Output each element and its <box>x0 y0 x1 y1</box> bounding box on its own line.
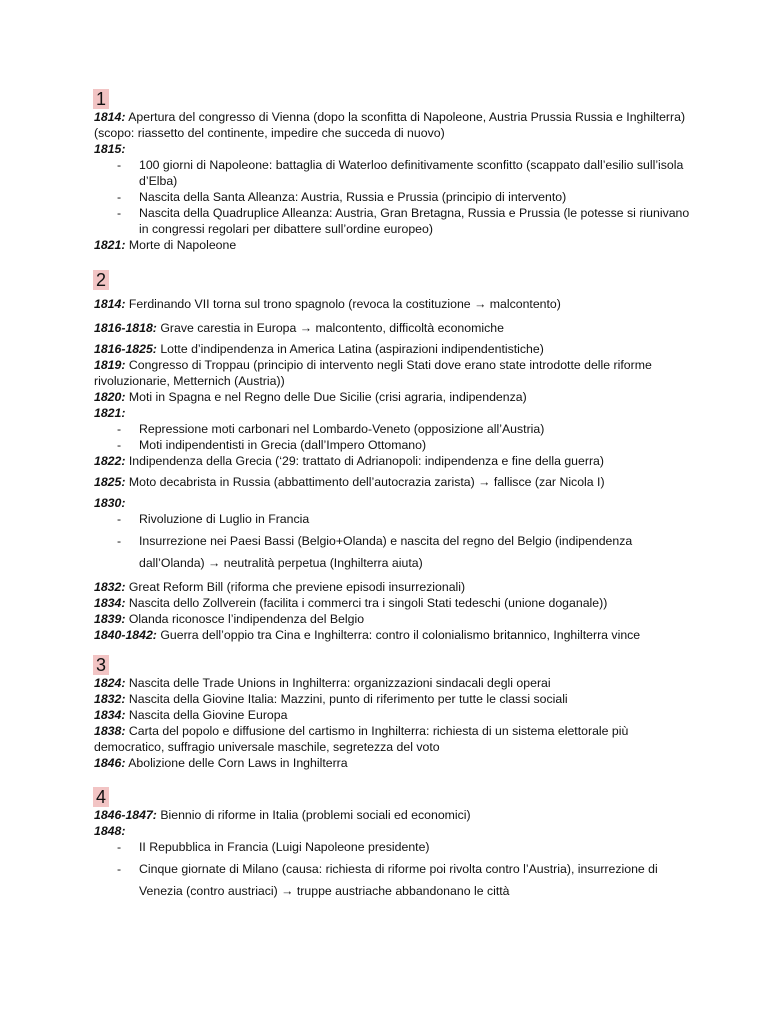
entry-text: Biennio di riforme in Italia (problemi sociali ed economici) <box>156 808 471 822</box>
timeline-entry <box>94 389 694 405</box>
entry-text: Apertura del congresso di Vienna (dopo la sconfitta di Napoleone, Austria Prussia Russia e Inghilterra) (scopo: riassetto del continente, impedire che succeda di nuovo) <box>94 110 686 140</box>
entry-text: Moto decabrista in Russia (abbattimento dell’autocrazia zarista) → fallisce (zar Nicola I) <box>125 475 605 489</box>
section-number: 4 <box>93 787 109 807</box>
year-label: 1838: <box>94 724 126 738</box>
timeline-entry <box>94 823 694 839</box>
list-item-text: Rivoluzione di Luglio in Francia <box>139 512 310 526</box>
year-label: 1815: <box>94 142 126 156</box>
list-item <box>94 839 694 855</box>
dash-bullet: - <box>117 438 122 452</box>
year-label: 1820: <box>94 390 126 404</box>
entry-text: Nascita della Giovine Europa <box>125 708 288 722</box>
bullet-list <box>94 511 694 574</box>
year-label: 1832: <box>94 580 126 594</box>
entry-text: Nascita delle Trade Unions in Inghilterra: organizzazioni sindacali degli operai <box>125 676 551 690</box>
list-item <box>94 858 694 902</box>
dash-bullet: - <box>117 422 122 436</box>
timeline-entry <box>94 357 694 389</box>
timeline-entry <box>94 453 694 469</box>
entry-text: Great Reform Bill (riforma che previene episodi insurrezionali) <box>125 580 466 594</box>
bullet-list <box>94 421 694 453</box>
list-item <box>94 205 694 237</box>
section-1 <box>94 89 694 253</box>
year-label: 1834: <box>94 708 126 722</box>
year-label: 1848: <box>94 824 126 838</box>
timeline-entry <box>94 405 694 421</box>
timeline-entry <box>94 611 694 627</box>
timeline-entry <box>94 141 694 157</box>
section-number: 1 <box>93 89 109 109</box>
list-item <box>94 530 694 574</box>
dash-bullet: - <box>117 534 122 548</box>
entry-text: Lotte d’indipendenza in America Latina (aspirazioni indipendentistiche) <box>156 342 544 356</box>
timeline-entry <box>94 807 694 823</box>
section-3 <box>94 655 694 771</box>
entry-text: Grave carestia in Europa → malcontento, difficoltà economiche <box>156 321 504 335</box>
year-label: 1839: <box>94 612 126 626</box>
list-item <box>94 511 694 527</box>
year-label: 1830: <box>94 496 126 510</box>
timeline-entry <box>94 109 694 141</box>
entry-text: Abolizione delle Corn Laws in Inghilterra <box>125 756 348 770</box>
dash-bullet: - <box>117 840 122 854</box>
year-label: 1832: <box>94 692 126 706</box>
list-item-text: Nascita della Santa Alleanza: Austria, Russia e Prussia (principio di intervento) <box>139 190 567 204</box>
timeline-entry <box>94 320 694 336</box>
year-label: 1822: <box>94 454 126 468</box>
timeline-entry <box>94 723 694 755</box>
timeline-entry <box>94 627 694 643</box>
timeline-entry <box>94 579 694 595</box>
timeline-entry <box>94 675 694 691</box>
year-label: 1821: <box>94 238 126 252</box>
dash-bullet: - <box>117 862 122 876</box>
entry-text: Olanda riconosce l’indipendenza del Belgio <box>125 612 365 626</box>
list-item-text: II Repubblica in Francia (Luigi Napoleone presidente) <box>139 840 430 854</box>
section-number: 2 <box>93 270 109 290</box>
list-item <box>94 157 694 189</box>
entry-text: Ferdinando VII torna sul trono spagnolo (revoca la costituzione → malcontento) <box>125 297 561 311</box>
year-label: 1819: <box>94 358 126 372</box>
year-label: 1816-1825: <box>94 342 157 356</box>
entry-text: Congresso di Troppau (principio di intervento negli Stati dove erano state introdotte delle riforme rivoluzionarie, Metternich (Austria)) <box>94 358 652 388</box>
list-item-text: Insurrezione nei Paesi Bassi (Belgio+Olanda) e nascita del regno del Belgio (indipendenza dall’Olanda) → neutralità perpetua (Inghilterra aiuta) <box>139 534 633 570</box>
timeline-entry <box>94 595 694 611</box>
year-label: 1846-1847: <box>94 808 157 822</box>
timeline-entry <box>94 237 694 253</box>
timeline-entry <box>94 691 694 707</box>
timeline-entry <box>94 755 694 771</box>
entry-text: Carta del popolo e diffusione del cartismo in Inghilterra: richiesta di un sistema elettorale più democratico, suffragio universale maschile, segretezza del voto <box>94 724 629 754</box>
section-number: 3 <box>93 655 109 675</box>
timeline-entry <box>94 341 694 357</box>
section-4 <box>94 787 694 902</box>
list-item <box>94 437 694 453</box>
dash-bullet: - <box>117 206 122 220</box>
entry-text: Nascita dello Zollverein (facilita i commerci tra i singoli Stati tedeschi (unione doganale)) <box>125 596 608 610</box>
year-label: 1814: <box>94 297 126 311</box>
year-label: 1821: <box>94 406 126 420</box>
year-label: 1824: <box>94 676 126 690</box>
entry-text: Guerra dell’oppio tra Cina e Inghilterra: contro il colonialismo britannico, Inghilterra vince <box>156 628 641 642</box>
entry-text: Morte di Napoleone <box>125 238 237 252</box>
year-label: 1846: <box>94 756 126 770</box>
timeline-entry <box>94 707 694 723</box>
dash-bullet: - <box>117 512 122 526</box>
bullet-list <box>94 839 694 902</box>
list-item <box>94 189 694 205</box>
section-2 <box>94 270 694 643</box>
list-item-text: Moti indipendentisti in Grecia (dall’Impero Ottomano) <box>139 438 427 452</box>
timeline-entry <box>94 495 694 511</box>
year-label: 1814: <box>94 110 126 124</box>
list-item-text: 100 giorni di Napoleone: battaglia di Waterloo definitivamente sconfitto (scappato dall’esilio sull’isola d’Elba) <box>139 158 684 188</box>
entry-text: Moti in Spagna e nel Regno delle Due Sicilie (crisi agraria, indipendenza) <box>125 390 527 404</box>
list-item-text: Cinque giornate di Milano (causa: richiesta di riforme poi rivolta contro l’Austria), insurrezione di Venezia (contro austriaci) → truppe austriache abbandonano le città <box>139 862 658 898</box>
timeline-entry <box>94 296 694 312</box>
year-label: 1840-1842: <box>94 628 157 642</box>
list-item-text: Nascita della Quadruplice Alleanza: Austria, Gran Bretagna, Russia e Prussia (le potesse si riunivano in congressi regolari per dibattere sull’ordine europeo) <box>139 206 690 236</box>
dash-bullet: - <box>117 158 122 172</box>
entry-text: Indipendenza della Grecia (‘29: trattato di Adrianopoli: indipendenza e fine della guerra) <box>125 454 604 468</box>
list-item <box>94 421 694 437</box>
year-label: 1816-1818: <box>94 321 157 335</box>
year-label: 1825: <box>94 475 126 489</box>
dash-bullet: - <box>117 190 122 204</box>
timeline-entry <box>94 474 694 490</box>
entry-text: Nascita della Giovine Italia: Mazzini, punto di riferimento per tutte le classi sociali <box>125 692 568 706</box>
bullet-list <box>94 157 694 237</box>
list-item-text: Repressione moti carbonari nel Lombardo-Veneto (opposizione all’Austria) <box>139 422 545 436</box>
year-label: 1834: <box>94 596 126 610</box>
